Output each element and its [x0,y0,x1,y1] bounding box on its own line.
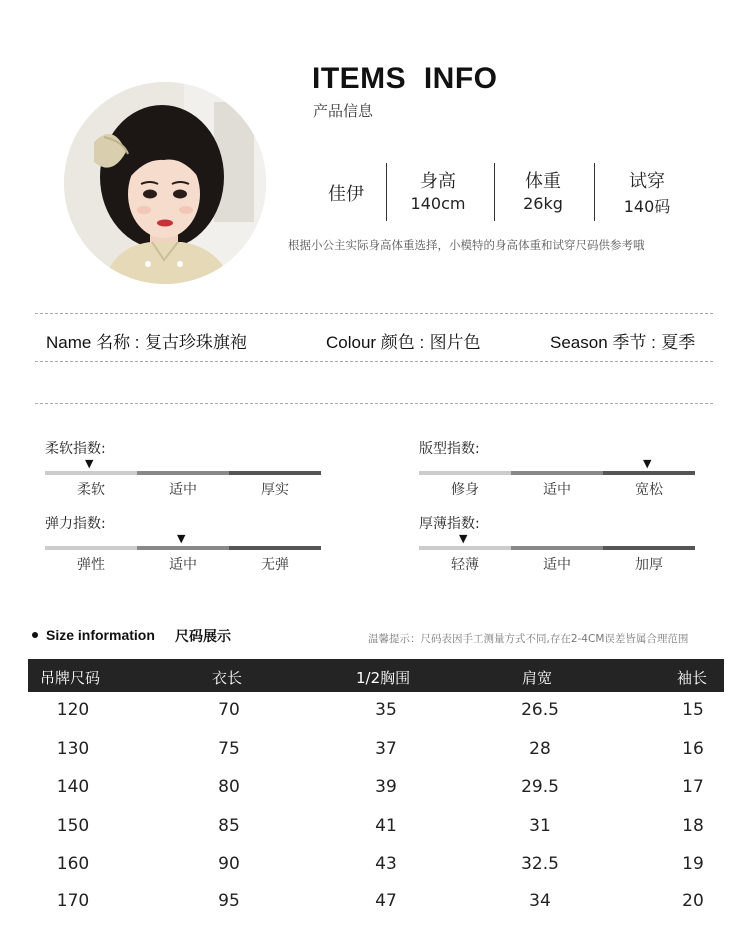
table-cell: 170 [56,891,90,911]
table-cell: 19 [682,854,704,874]
index-option: 适中 [543,557,571,573]
index-marker-icon: ▼ [459,532,468,545]
column-header: 吊牌尺码 [40,669,101,687]
table-cell: 80 [218,777,240,797]
index-bar-segment [45,471,137,475]
index-bar-segment [511,471,603,475]
table-cell: 32.5 [521,854,559,874]
stat-value-weight: 26kg [523,194,563,213]
index-option: 轻薄 [451,557,479,573]
stat-value-height: 140cm [410,194,466,213]
table-cell: 47 [375,891,397,911]
index-option: 加厚 [635,557,663,573]
table-cell: 34 [529,891,551,911]
info-season-value: 夏季 [661,333,696,353]
divider [594,163,595,221]
table-cell: 160 [56,854,90,874]
index-option: 适中 [543,482,571,498]
index-bar-segment [603,471,695,475]
table-cell: 95 [218,891,240,911]
table-cell: 90 [218,854,240,874]
index-option: 宽松 [635,482,663,498]
index-label-softness: 柔软指数: [45,441,106,457]
table-cell: 35 [375,700,397,720]
table-cell: 17 [682,777,704,797]
info-name-key: Name 名称 : [46,333,140,352]
info-season [550,328,695,353]
divider [386,163,387,221]
index-option: 适中 [169,557,197,573]
index-bar-segment [511,546,603,550]
table-cell: 130 [56,739,90,759]
size-heading-en: Size information [46,627,155,643]
index-label-fit: 版型指数: [419,441,480,457]
dashed-divider [35,361,713,362]
table-cell: 41 [375,816,397,836]
dashed-divider [35,403,713,404]
size-tip: 温馨提示：尺码表因手工测量方式不同,存在2-4CM误差皆属合理范围 [368,633,689,645]
table-cell: 75 [218,739,240,759]
stat-label-weight: 体重 [525,171,561,192]
model-note: 根据小公主实际身高体重选择，小模特的身高体重和试穿尺码供参考哦 [288,238,645,252]
table-cell: 39 [375,777,397,797]
info-season-key: Season 季节 : [550,333,656,352]
index-marker-icon: ▼ [85,457,94,470]
table-cell: 29.5 [521,777,559,797]
table-cell: 26.5 [521,700,559,720]
index-bar-segment [137,546,229,550]
table-cell: 150 [56,816,90,836]
table-cell: 85 [218,816,240,836]
table-cell: 37 [375,739,397,759]
index-bar-segment [229,546,321,550]
column-header: 衣长 [212,669,243,687]
column-header: 1/2胸围 [356,669,411,687]
index-option: 弹性 [77,557,105,573]
dashed-divider [35,313,713,314]
index-bar-segment [419,471,511,475]
index-option: 无弹 [261,557,289,573]
size-heading-zh: 尺码展示 [175,629,231,645]
index-option: 厚实 [261,482,289,498]
bullet-icon [32,632,38,638]
info-colour-value: 图片色 [429,333,481,353]
index-marker-icon: ▼ [177,532,186,545]
table-cell: 16 [682,739,704,759]
index-option: 柔软 [77,482,105,498]
info-colour-key: Colour 颜色 : [326,333,425,352]
index-option: 适中 [169,482,197,498]
table-cell: 18 [682,816,704,836]
table-cell: 15 [682,700,704,720]
table-cell: 70 [218,700,240,720]
index-marker-icon: ▼ [643,457,652,470]
model-name: 佳伊 [328,184,364,205]
table-cell: 31 [529,816,551,836]
index-bar-segment [45,546,137,550]
info-name [46,328,247,353]
index-bar-segment [229,471,321,475]
index-bar-segment [137,471,229,475]
info-colour [326,328,481,353]
index-bar-segment [419,546,511,550]
table-cell: 140 [56,777,90,797]
column-header: 袖长 [677,669,708,687]
table-cell: 28 [529,739,551,759]
index-label-elasticity: 弹力指数: [45,516,106,532]
index-option: 修身 [451,482,479,498]
stat-value-size: 140码 [623,197,671,216]
page-subtitle: 产品信息 [313,102,374,120]
table-cell: 20 [682,891,704,911]
info-name-value: 复古珍珠旗袍 [144,333,247,353]
table-cell: 43 [375,854,397,874]
page-title: ITEMS INFO [312,62,498,95]
table-cell: 120 [56,700,90,720]
index-bar-segment [603,546,695,550]
column-header: 肩宽 [522,669,553,687]
stat-label-size: 试穿 [629,171,665,192]
stat-label-height: 身高 [420,171,456,192]
model-photo [64,82,266,284]
index-label-thickness: 厚薄指数: [419,516,480,532]
